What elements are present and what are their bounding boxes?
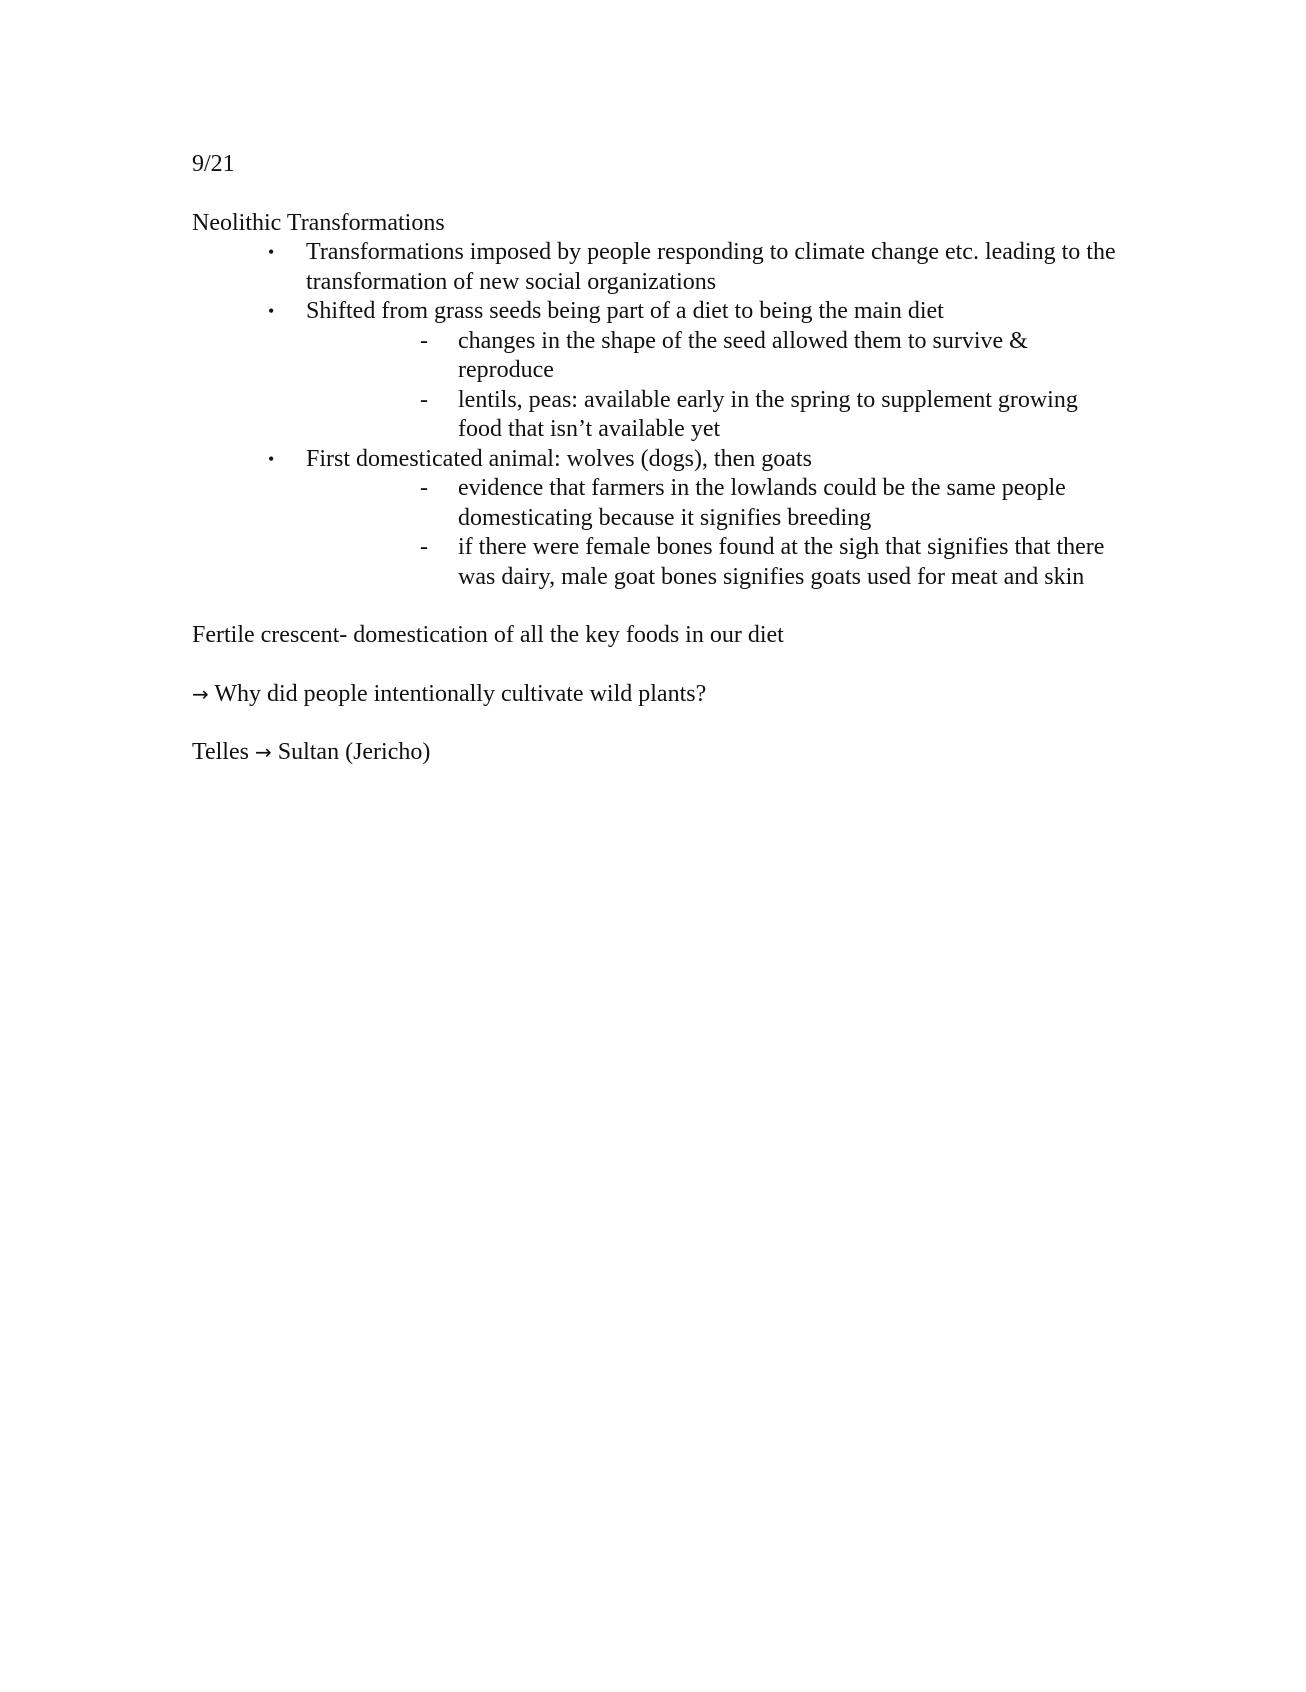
question-line: [192, 680, 1122, 710]
bullet-list: [192, 238, 1122, 592]
arrow-right-icon: →: [192, 681, 209, 706]
list-item: [192, 533, 1122, 592]
dash-icon: -: [420, 386, 428, 413]
sub-list: [192, 474, 1122, 592]
bullet-icon: •: [268, 301, 275, 321]
list-item: [192, 238, 1122, 297]
list-item: [192, 327, 1122, 386]
dash-icon: -: [420, 534, 428, 560]
sub-list-wrapper: [192, 327, 1122, 445]
arrow-right-icon: →: [254, 740, 272, 764]
sub-list: [192, 327, 1122, 445]
sub-text: if there were female bones found at the sigh that signifies that there was dairy, male goat bones signifies goats used for meat and skin: [458, 534, 1105, 590]
telles-from: Telles: [192, 739, 249, 765]
fertile-crescent-line: Fertile crescent- domestication of all the key foods in our diet: [192, 622, 784, 648]
bullet-text: Transformations imposed by people responding to climate change etc. leading to the transformation of new social organizations: [306, 239, 1116, 295]
list-item: [192, 445, 1122, 475]
date-line: 9/21: [192, 151, 235, 177]
dash-icon: -: [420, 475, 428, 501]
list-item: [192, 386, 1122, 445]
sub-list-wrapper: [192, 474, 1122, 592]
sub-text: changes in the shape of the seed allowed them to survive & reproduce: [458, 327, 1028, 383]
bullet-text: Shifted from grass seeds being part of a diet to being the main diet: [306, 298, 944, 324]
list-item: [192, 474, 1122, 533]
sub-text: evidence that farmers in the lowlands could be the same people domesticating because it signifies breeding: [458, 475, 1066, 531]
sub-text: lentils, peas: available early in the spring to supplement growing food that isn’t available yet: [458, 386, 1078, 442]
notes-body: [192, 150, 1122, 768]
bullet-icon: •: [268, 448, 275, 469]
telles-to: Sultan (Jericho): [277, 739, 431, 765]
bullet-icon: •: [268, 242, 275, 262]
bullet-text: First domesticated animal: wolves (dogs), then goats: [306, 445, 812, 472]
list-item: [192, 297, 1122, 327]
telles-line: [192, 738, 1122, 768]
dash-icon: -: [420, 327, 428, 354]
section-heading: Neolithic Transformations: [192, 209, 445, 236]
question-text: Why did people intentionally cultivate wild plants?: [214, 680, 707, 707]
